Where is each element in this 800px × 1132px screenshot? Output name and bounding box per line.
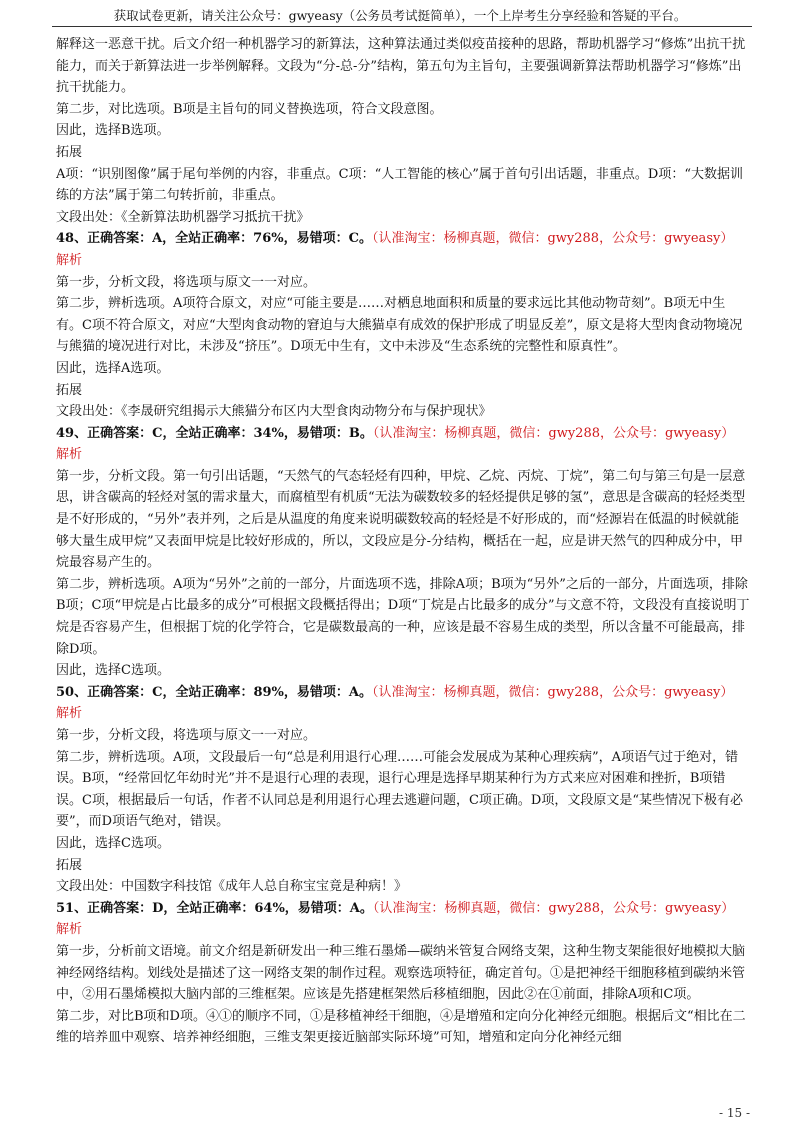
q49-conclusion: 因此，选择C选项。 <box>56 663 170 679</box>
q48-ad: （认准淘宝：杨柳真题，微信：gwy288，公众号：gwyeasy） <box>371 231 734 247</box>
q49-heading <box>56 423 750 445</box>
q50-source: 文段出处：中国数字科技馆《成年人总自称宝宝竟是种病！》 <box>56 879 408 895</box>
q49-ad: （认准淘宝：杨柳真题，微信：gwy288，公众号：gwyeasy） <box>372 425 735 441</box>
page-header: 获取试卷更新，请关注公众号：gwyeasy（公务员考试挺简单），一个上岸考生分享经验和答疑的平台。 <box>113 8 687 23</box>
q51-analysis-label: 解析 <box>56 922 83 938</box>
q50-step2: 第二步，辨析选项。A项，文段最后一句“总是利用退行心理……可能会发展成为某种心理疾病”，A项语气过于绝对，错误。B项，“经常回忆年幼时光”并不是退行心理的表现，退行心理是选择早期某种行为方式来应对困难和挫折，B项错误。C项，根据最后一句话，作者不认同总是利用退行心理去逃避问题，C项正确。D项，文段原文是“某些情况下极有必要”，而D项语气绝对，错误。 <box>56 749 743 830</box>
intro-extension-label: 拓展 <box>56 144 83 160</box>
q48-heading <box>56 228 750 250</box>
q48-conclusion: 因此，选择A选项。 <box>56 360 170 376</box>
intro-extension-text: A项：“识别图像”属于尾句举例的内容，非重点。C项：“人工智能的核心”属于首句引出话题，非重点。D项：“大数据训练的方法”属于第二句转折前，非重点。 <box>56 166 743 204</box>
q48-step2: 第二步，辨析选项。A项符合原文，对应“可能主要是……对栖息地面积和质量的要求远比其他动物苛刻”。B项无中生有。C项不符合原文，对应“大型肉食动物的窘迫与大熊猫卓有成效的保护形成了明显反差”，原文是将大型肉食动物境况与熊猫的境况进行对比，未涉及“挤压”。D项无中生有，文中未涉及“生态系统的完整性和原真性”。 <box>56 296 743 355</box>
q48-answer: 48、正确答案：A，全站正确率：76%，易错项：C。 <box>56 231 372 247</box>
q51-step2: 第二步，对比B项和D项。④①的顺序不同，①是移植神经干细胞，④是增殖和定向分化神经元细胞。根据后文“相比在二维的培养皿中观察、培养神经细胞，三维支架更接近脑部实际环境”可知，增殖和定向分化神经元细 <box>56 1008 746 1046</box>
q50-conclusion: 因此，选择C选项。 <box>56 835 170 851</box>
q50-heading <box>56 682 750 704</box>
q48-extension-label: 拓展 <box>56 382 83 398</box>
page-number: - 15 - <box>718 1106 750 1120</box>
q49-step1: 第一步，分析文段。第一句引出话题，“天然气的气态轻烃有四种，甲烷、乙烷、丙烷、丁烷”，第二句与第三句是一层意思，讲含碳高的轻烃对氢的需求量大，而腐植型有机质“无法为碳数较多的轻烃提供足够的氢”，意思是含碳高的轻烃类型是不好形成的，“另外”表并列，之后是从温度的角度来说明碳数较高的轻烃是不好形成的，而“烃源岩在低温的时候就能够大量生成甲烷”又表面甲烷是比较好形成的，所以，文段应是分-分结构，概括在一起，应是讲天然气的四种成分中，甲烷最容易产生的。 <box>56 468 746 571</box>
q51-answer: 51、正确答案：D，全站正确率：64%，易错项：A。 <box>56 900 373 916</box>
q49-analysis-label: 解析 <box>56 447 83 463</box>
intro-source: 文段出处：《全新算法助机器学习抵抗干扰》 <box>56 209 310 225</box>
q48-step1: 第一步，分析文段，将选项与原文一一对应。 <box>56 274 317 290</box>
intro-step2: 第二步，对比选项。B项是主旨句的同义替换选项，符合文段意图。 <box>56 101 443 117</box>
q50-answer: 50、正确答案：C，全站正确率：89%，易错项：A。 <box>56 684 372 700</box>
header-divider <box>52 26 752 27</box>
q48-analysis-label: 解析 <box>56 252 83 268</box>
q49-step2: 第二步，辨析选项。A项为“另外”之前的一部分，片面选项不选，排除A项；B项为“另外”之后的一部分，片面选项，排除B项；C项“甲烷是占比最多的成分”可根据文段概括得出；D项“丁烷是占比最多的成分”与文意不符，文段没有直接说明丁烷是否容易产生，但根据丁烷的化学符合，它是碳数最高的一种，应该是最不容易生成的类型，所以含量不可能最高，排除D项。 <box>56 576 750 657</box>
q50-analysis-label: 解析 <box>56 706 83 722</box>
q51-ad: （认准淘宝：杨柳真题，微信：gwy288，公众号：gwyeasy） <box>372 900 735 916</box>
q51-step1: 第一步，分析前文语境。前文介绍是新研发出一种三维石墨烯—碳纳米管复合网络支架，这种生物支架能很好地模拟大脑神经网络结构。划线处是描述了这一网络支架的制作过程。观察选项特征，确定首句。①是把神经干细胞移植到碳纳米管中，②用石墨烯模拟大脑内部的三维框架。应该是先搭建框架然后移植细胞，因此②在①前面，排除A项和C项。 <box>56 943 746 1003</box>
page-content <box>56 34 750 1098</box>
intro-conclusion: 因此，选择B选项。 <box>56 123 170 139</box>
q50-ad: （认准淘宝：杨柳真题，微信：gwy288，公众号：gwyeasy） <box>371 684 734 700</box>
intro-paragraph: 解释这一恶意干扰。后文介绍一种机器学习的新算法，这种算法通过类似疫苗接种的思路，帮助机器学习“修炼”出抗干扰能力，而关于新算法进一步举例解释。文段为“分-总-分”结构，第五句为主旨句，主要强调新算法帮助机器学习“修炼”出抗干扰能力。 <box>56 37 746 96</box>
q51-heading <box>56 898 750 920</box>
q48-source: 文段出处：《李晟研究组揭示大熊猫分布区内大型食肉动物分布与保护现状》 <box>56 404 492 420</box>
q50-step1: 第一步，分析文段，将选项与原文一一对应。 <box>56 728 317 743</box>
q49-answer: 49、正确答案：C，全站正确率：34%，易错项：B。 <box>56 425 373 441</box>
q50-extension-label: 拓展 <box>56 857 83 873</box>
